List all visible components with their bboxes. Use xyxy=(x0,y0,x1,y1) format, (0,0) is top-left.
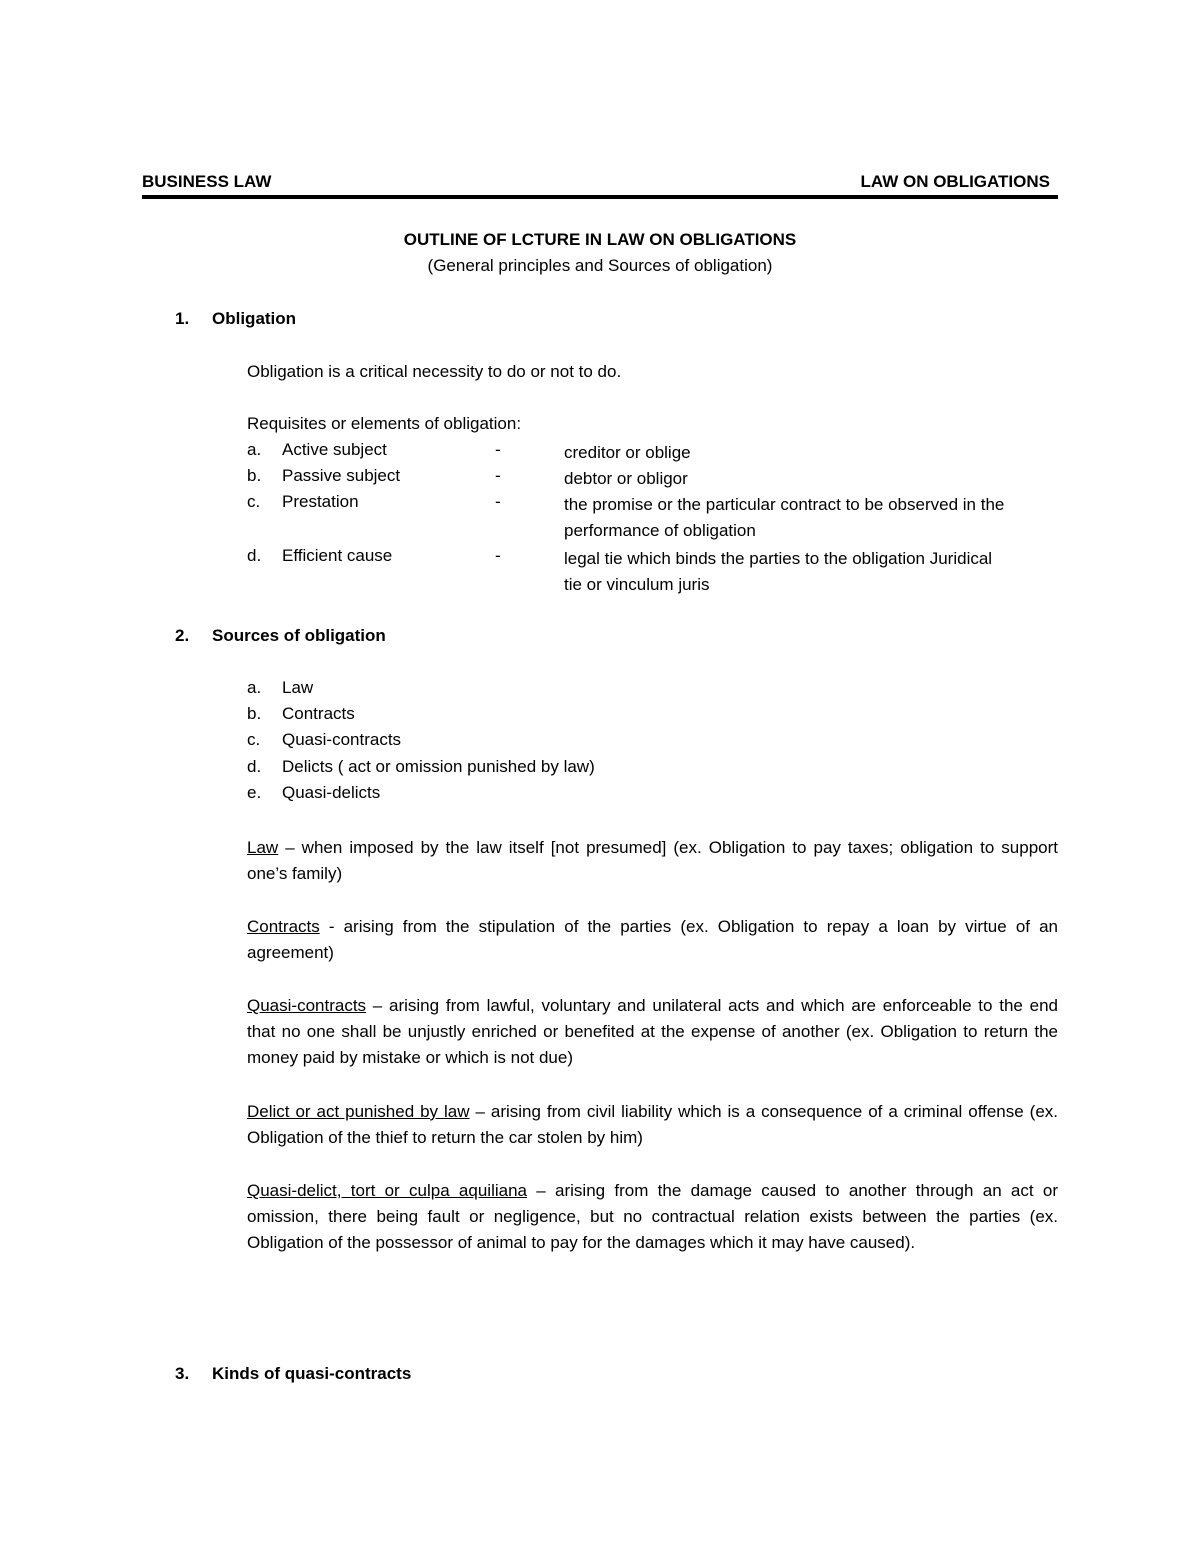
list-letter: b. xyxy=(247,466,262,485)
separator-dash: - xyxy=(495,492,501,511)
explanation-text: – arising from civil liability which is a consequence of a criminal offense (ex. Obligation of the thief to return the car stolen by him) xyxy=(247,1102,1058,1147)
explanation-text: – when imposed by the law itself [not presumed] (ex. Obligation to pay taxes; obligation to support one’s family) xyxy=(247,838,1058,883)
requisite-term: Passive subject xyxy=(282,466,401,485)
list-letter: d. xyxy=(247,546,262,565)
explanation-term: Quasi-delict, tort or culpa aquiliana xyxy=(247,1181,527,1200)
requisite-term: Prestation xyxy=(282,492,359,511)
explanation-paragraph xyxy=(247,914,1058,966)
requisite-term: Efficient cause xyxy=(282,546,393,565)
separator-dash: - xyxy=(495,546,501,565)
explanation-term: Law xyxy=(247,838,279,857)
section-number: 2. xyxy=(175,626,190,645)
explanation-paragraph xyxy=(247,835,1058,887)
list-letter: e. xyxy=(247,783,262,802)
separator-dash: - xyxy=(495,466,501,485)
section-title: Kinds of quasi-contracts xyxy=(212,1364,412,1383)
explanation-text: - arising from the stipulation of the parties (ex. Obligation to repay a loan by virtue of an agreement) xyxy=(247,917,1058,962)
explanation-term: Delict or act punished by law xyxy=(247,1102,470,1121)
list-letter: a. xyxy=(247,678,262,697)
explanation-term: Quasi-contracts xyxy=(247,996,367,1015)
header-right: LAW ON OBLIGATIONS xyxy=(860,172,1050,191)
source-label: Quasi-delicts xyxy=(282,783,381,802)
document-subtitle: (General principles and Sources of obligation) xyxy=(427,256,773,275)
list-letter: d. xyxy=(247,757,262,776)
separator-dash: - xyxy=(495,440,501,459)
section-number: 3. xyxy=(175,1364,190,1383)
list-letter: c. xyxy=(247,730,261,749)
requisite-definition: creditor or oblige xyxy=(564,443,691,462)
list-letter: c. xyxy=(247,492,261,511)
section-title: Sources of obligation xyxy=(212,626,386,645)
requisite-definition: the promise or the particular contract to be observed in the performance of obligation xyxy=(564,495,1005,540)
section-title: Obligation xyxy=(212,309,297,328)
document-title: OUTLINE OF LCTURE IN LAW ON OBLIGATIONS xyxy=(403,230,797,249)
explanation-paragraph xyxy=(247,993,1058,1071)
source-label: Quasi-contracts xyxy=(282,730,402,749)
explanation-text: – arising from lawful, voluntary and unilateral acts and which are enforceable to the end that no one shall be unjustly enriched or benefited at the expense of another (ex. Obligation to return the money paid by mistake or which is not due) xyxy=(247,996,1058,1067)
requisite-term: Active subject xyxy=(282,440,387,459)
list-letter: a. xyxy=(247,440,262,459)
explanation-paragraph xyxy=(247,1178,1058,1256)
obligation-definition: Obligation is a critical necessity to do or not to do. xyxy=(247,362,622,381)
source-label: Contracts xyxy=(282,704,355,723)
source-label: Law xyxy=(282,678,314,697)
requisites-intro: Requisites or elements of obligation: xyxy=(247,414,522,433)
requisite-definition: debtor or obligor xyxy=(564,469,688,488)
header-left: BUSINESS LAW xyxy=(142,172,272,191)
explanation-text: – arising from the damage caused to another through an act or omission, there being fault or negligence, but no contractual relation exists between the parties (ex. Obligation of the possessor of animal to pay for the damages which it may have caused). xyxy=(247,1181,1059,1252)
section-number: 1. xyxy=(175,309,190,328)
page-header xyxy=(142,172,1058,194)
list-letter: b. xyxy=(247,704,262,723)
source-label: Delicts ( act or omission punished by law) xyxy=(282,757,595,776)
explanation-paragraph xyxy=(247,1099,1058,1151)
header-rule xyxy=(142,195,1058,199)
requisite-definition: legal tie which binds the parties to the obligation Juridical tie or vinculum juris xyxy=(564,549,993,594)
explanation-term: Contracts xyxy=(247,917,320,936)
